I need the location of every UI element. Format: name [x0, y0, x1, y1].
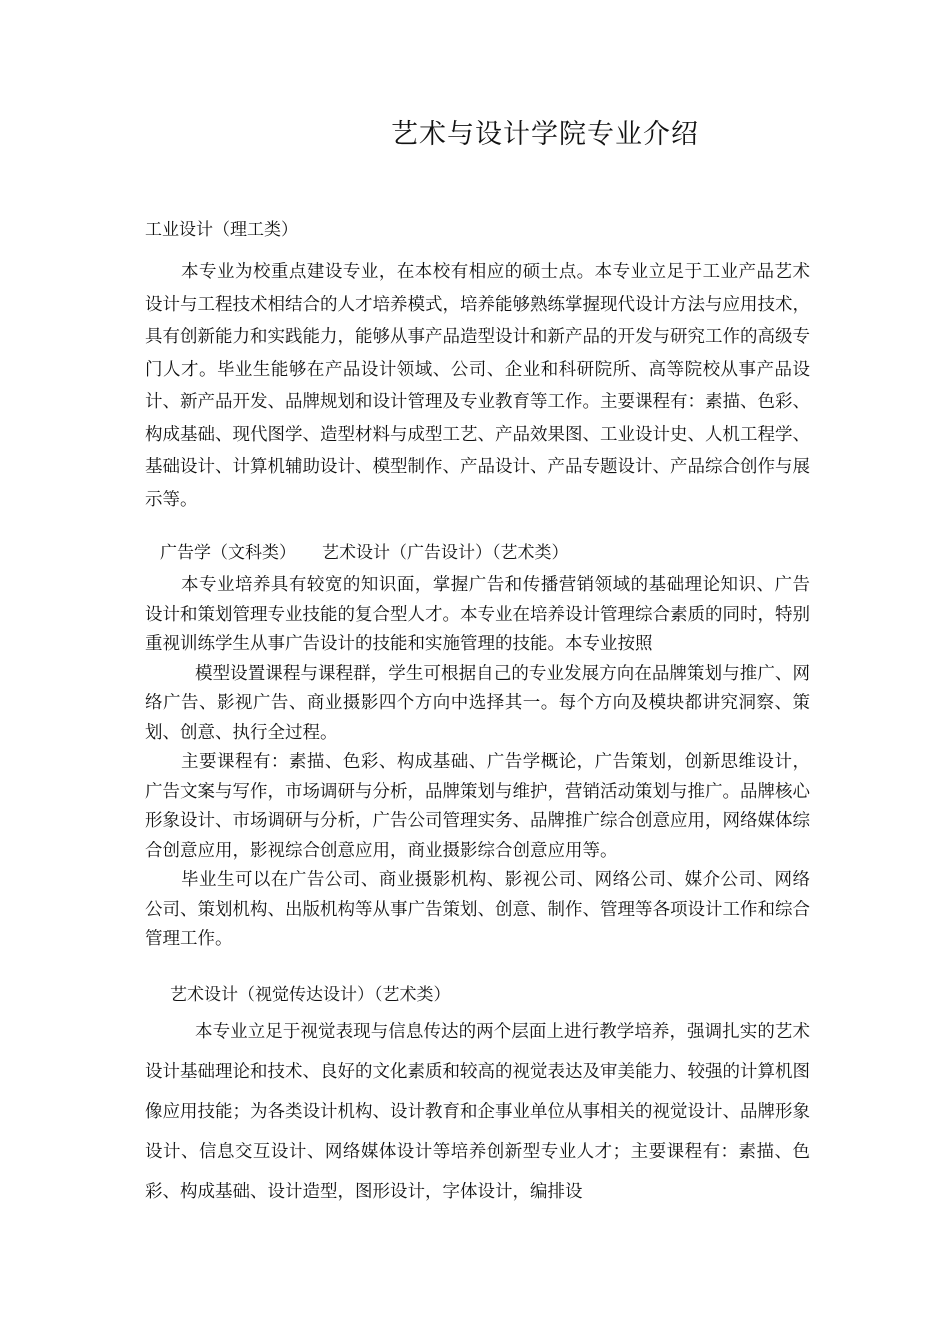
section-heading-visual-communication: 艺术设计（视觉传达设计）（艺术类） — [170, 985, 451, 1005]
paragraph: 毕业生可以在广告公司、商业摄影机构、影视公司、网络公司、媒介公司、网络公司、策划机构、出版机构等从事广告策划、创意、制作、管理等各项设计工作和综合管理工作。 — [145, 870, 810, 949]
paragraph: 本专业立足于视觉表现与信息传达的两个层面上进行教学培养，强调扎实的艺术设计基础理论和技术、良好的文化素质和较高的视觉表达及审美能力、较强的计算机图像应用技能；为各类设计机构、设计教育和企事业单位从事相关的视觉设计、品牌形象设计、信息交互设计、网络媒体设计等培养创新型专业人才；主要课程有：素描、色彩、构成基础、设计造型，图形设计，字体设计，编排设 — [145, 1022, 810, 1202]
section-body-industrial-design — [145, 256, 810, 516]
paragraph: 本专业培养具有较宽的知识面，掌握广告和传播营销领域的基础理论知识、广告设计和策划管理专业技能的复合型人才。本专业在培养设计管理综合素质的同时，特别重视训练学生从事广告设计的技能和实施管理的技能。本专业按照 — [145, 575, 810, 654]
page-title: 艺术与设计学院专业介绍 — [391, 119, 699, 150]
paragraph: 本专业为校重点建设专业，在本校有相应的硕士点。本专业立足于工业产品艺术设计与工程技术相结合的人才培养模式，培养能够熟练掌握现代设计方法与应用技术，具有创新能力和实践能力，能够从事产品造型设计和新产品的开发与研究工作的高级专门人才。毕业生能够在产品设计领域、公司、企业和科研院所、高等院校从事产品设计、新产品开发、品牌规划和设计管理及专业教育等工作。主要课程有：素描、色彩、构成基础、现代图学、造型材料与成型工艺、产品效果图、工业设计史、人机工程学、基础设计、计算机辅助设计、模型制作、产品设计、产品专题设计、产品综合创作与展示等。 — [145, 262, 810, 510]
paragraph: 主要课程有：素描、色彩、构成基础、广告学概论，广告策划，创新思维设计，广告文案与写作，市场调研与分析，品牌策划与维护，营销活动策划与推广。品牌核心形象设计、市场调研与分析，广告公司管理实务、品牌推广综合创意应用，网络媒体综合创意应用，影视综合创意应用，商业摄影综合创意应用等。 — [145, 752, 810, 861]
section-heading-advertising — [160, 538, 569, 563]
section-heading-industrial-design: 工业设计（理工类） — [145, 220, 298, 240]
section-body-visual-communication — [145, 1012, 810, 1212]
section-body-advertising — [145, 571, 810, 955]
paragraph: 模型设置课程与课程群，学生可根据自己的专业发展方向在品牌策划与推广、网络广告、影视广告、商业摄影四个方向中选择其一。每个方向及模块都讲究洞察、策划、创意、执行全过程。 — [145, 663, 810, 743]
section-heading-advertising-a: 广告学（文科类） — [160, 543, 296, 563]
section-heading-advertising-b: 艺术设计（广告设计）（艺术类） — [322, 543, 569, 563]
